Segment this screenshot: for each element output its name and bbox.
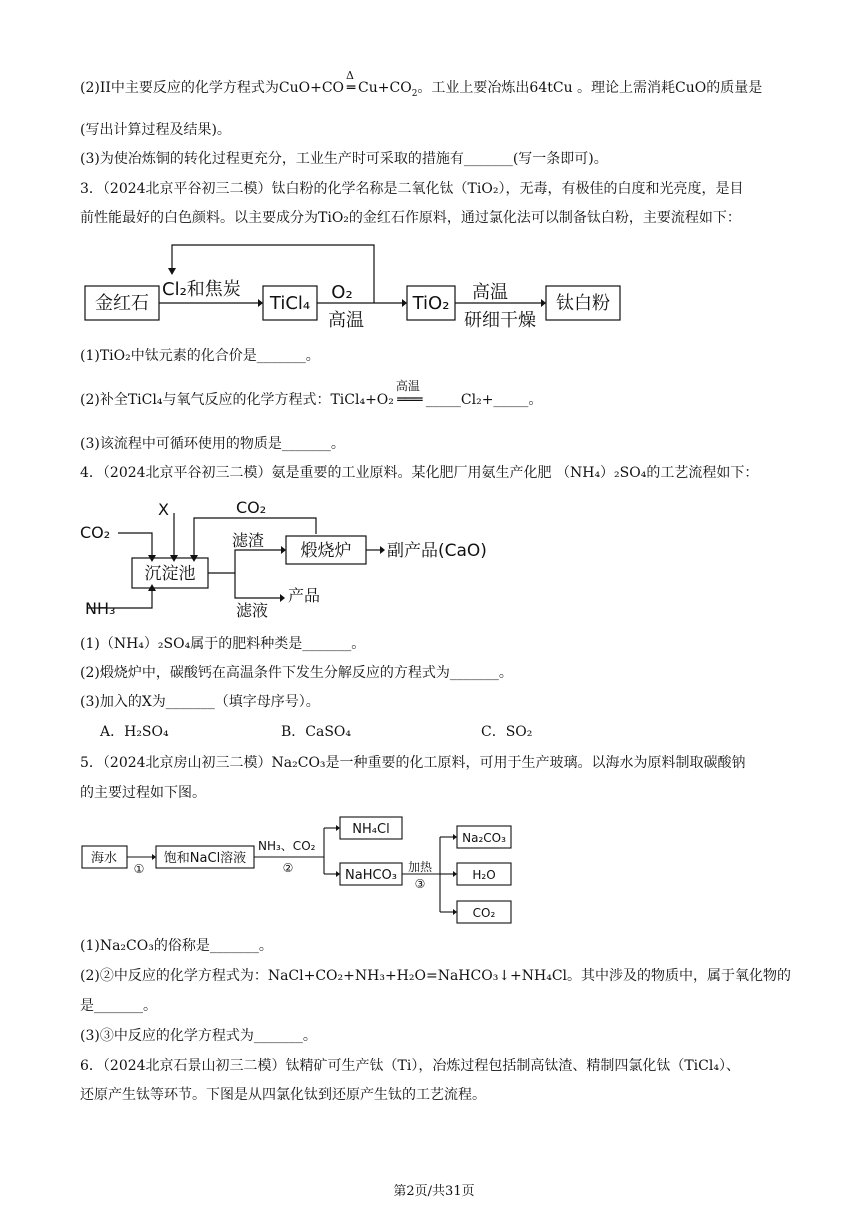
- step-1: ①: [133, 862, 145, 876]
- q3-measure-question: (3)为使冶炼铜的转化过程更充分，工业生产时可采取的措施有_______(写一条即可)。: [80, 151, 608, 167]
- page-footer: 第2页/共31页: [393, 1184, 475, 1199]
- box-nahco3: NaHCO₃: [345, 868, 397, 883]
- box-ticl4: TiCl₄: [269, 293, 311, 314]
- box-co2: CO₂: [472, 906, 496, 920]
- label-residue: 滤渣: [232, 531, 265, 550]
- q4-part3: (3)加入的X为_______（填字母序号）。: [80, 694, 320, 710]
- q3-part3: (3)该流程中可循环使用的物质是_______。: [80, 436, 345, 452]
- high-temp-condition: 高温 ═══: [395, 379, 423, 408]
- question-4-stem: 4．（2024北京平谷初三二模）氨是重要的工业原料。某化肥厂用氨生产化肥 （NH₄）₂SO₄的工艺流程如下：: [80, 465, 759, 481]
- q3-part1: (1)TiO₂中钛元素的化合价是_______。: [80, 348, 320, 364]
- step-3: ③: [414, 877, 426, 891]
- reagents-nh3-co2: NH₃、CO₂: [258, 839, 316, 853]
- q4-part1: (1)（NH₄）₂SO₄属于的肥料种类是_______。: [80, 636, 366, 652]
- box-h2o: H₂O: [472, 868, 496, 882]
- q2-equation-text: (2)II中主要反应的化学方程式为CuO+CO: [80, 80, 345, 96]
- question-6-stem-2: 还原产生钛等环节。下图是从四氯化钛到还原产生钛的工艺流程。: [80, 1087, 486, 1103]
- box-na2co3: Na₂CO₃: [462, 831, 506, 845]
- q4-option-a: A．H₂SO₄: [100, 724, 169, 740]
- box-rutile: 金红石: [95, 293, 149, 314]
- label-filtrate: 滤液: [236, 601, 269, 620]
- question-3-stem-2: 前性能最好的白色颜料。以主要成分为TiO₂的金红石作原料，通过氯化法可以制备钛白粉，主要流程如下：: [80, 210, 741, 226]
- question-5-stem-1: 5．（2024北京房山初三二模）Na₂CO₃是一种重要的化工原料，可用于生产玻璃。以海水为原料制取碳酸钠: [80, 755, 746, 771]
- cond-high-temp: 高温: [328, 310, 364, 331]
- cond-heat: 加热: [407, 860, 433, 874]
- question-6-stem-1: 6．（2024北京石景山初三二模）钛精矿可生产钛（Ti），冶炼过程包括制高钛渣、精制四氯化钛（TiCl₄）、: [80, 1058, 740, 1074]
- label-product: 产品: [288, 586, 321, 605]
- reagent-cl2-coke: Cl₂和焦炭: [162, 279, 241, 300]
- q2-equation-line: (2)II中主要反应的化学方程式为CuO+CO Δ ═ $Cu+CO_2$。工业上要冶炼出64tCu 。理论上需消耗CuO的质量是: [80, 69, 763, 99]
- box-nh4cl: NH₄Cl: [352, 822, 390, 837]
- cond-grind-dry: 研细干燥: [464, 310, 536, 331]
- box-titanium-white: 钛白粉: [556, 293, 610, 314]
- input-nh3: NH₃: [85, 599, 116, 618]
- q3-part2-blanks: _____Cl₂+_____。: [425, 392, 543, 408]
- q5-part2-line2: 是_______。: [80, 998, 157, 1014]
- box-furnace: 煅烧炉: [300, 541, 352, 561]
- input-x: X: [158, 500, 169, 519]
- input-co2: CO₂: [80, 523, 111, 542]
- box-tio2: TiO₂: [412, 293, 450, 314]
- q3-part2-text: (2)补全TiCl₄与氧气反应的化学方程式：TiCl₄+O₂: [80, 392, 394, 408]
- question-5-stem-2: 的主要过程如下图。: [80, 785, 206, 801]
- ammonium-sulfate-flow-diagram: [80, 493, 500, 623]
- q4-option-b: B．CaSO₄: [281, 724, 352, 740]
- question-3-stem-1: 3．（2024北京平谷初三二模）钛白粉的化学名称是二氧化钛（TiO₂），无毒，有极佳的白度和光亮度，是目: [80, 181, 744, 197]
- q5-part3: (3)③中反应的化学方程式为_______。: [80, 1028, 317, 1044]
- byproduct-cao: 副产品(CaO): [387, 541, 487, 561]
- recycle-co2: CO₂: [236, 498, 267, 517]
- box-saturated-nacl: 饱和NaCl溶液: [163, 851, 247, 866]
- heat-symbol: Δ ═: [346, 69, 356, 96]
- box-seawater: 海水: [90, 851, 118, 866]
- q2-equation-products: Cu+CO: [358, 80, 412, 96]
- titanium-white-flow-diagram: [80, 238, 640, 338]
- q5-part1: (1)Na₂CO₃的俗称是_______。: [80, 938, 273, 954]
- reagent-o2: O₂: [331, 282, 353, 303]
- q5-part2-line1: (2)②中反应的化学方程式为：NaCl+CO₂+NH₃+H₂O=NaHCO₃↓+NH₄Cl。其中涉及的物质中，属于氧化物的: [80, 968, 792, 984]
- sodium-carbonate-flow-diagram: [80, 810, 520, 930]
- box-precipitation-tank: 沉淀池: [144, 564, 196, 584]
- q4-part2: (2)煅烧炉中，碳酸钙在高温条件下发生分解反应的方程式为_______。: [80, 665, 513, 681]
- q2-question-text: 。工业上要冶炼出64tCu 。理论上需消耗CuO的质量是: [417, 80, 763, 96]
- step-2: ②: [282, 861, 294, 875]
- cond-high-temp-2: 高温: [472, 282, 508, 303]
- q2-instruction: (写出计算过程及结果)。: [80, 122, 231, 138]
- q3-part2: [80, 379, 543, 410]
- q4-option-c: C．SO₂: [481, 724, 533, 740]
